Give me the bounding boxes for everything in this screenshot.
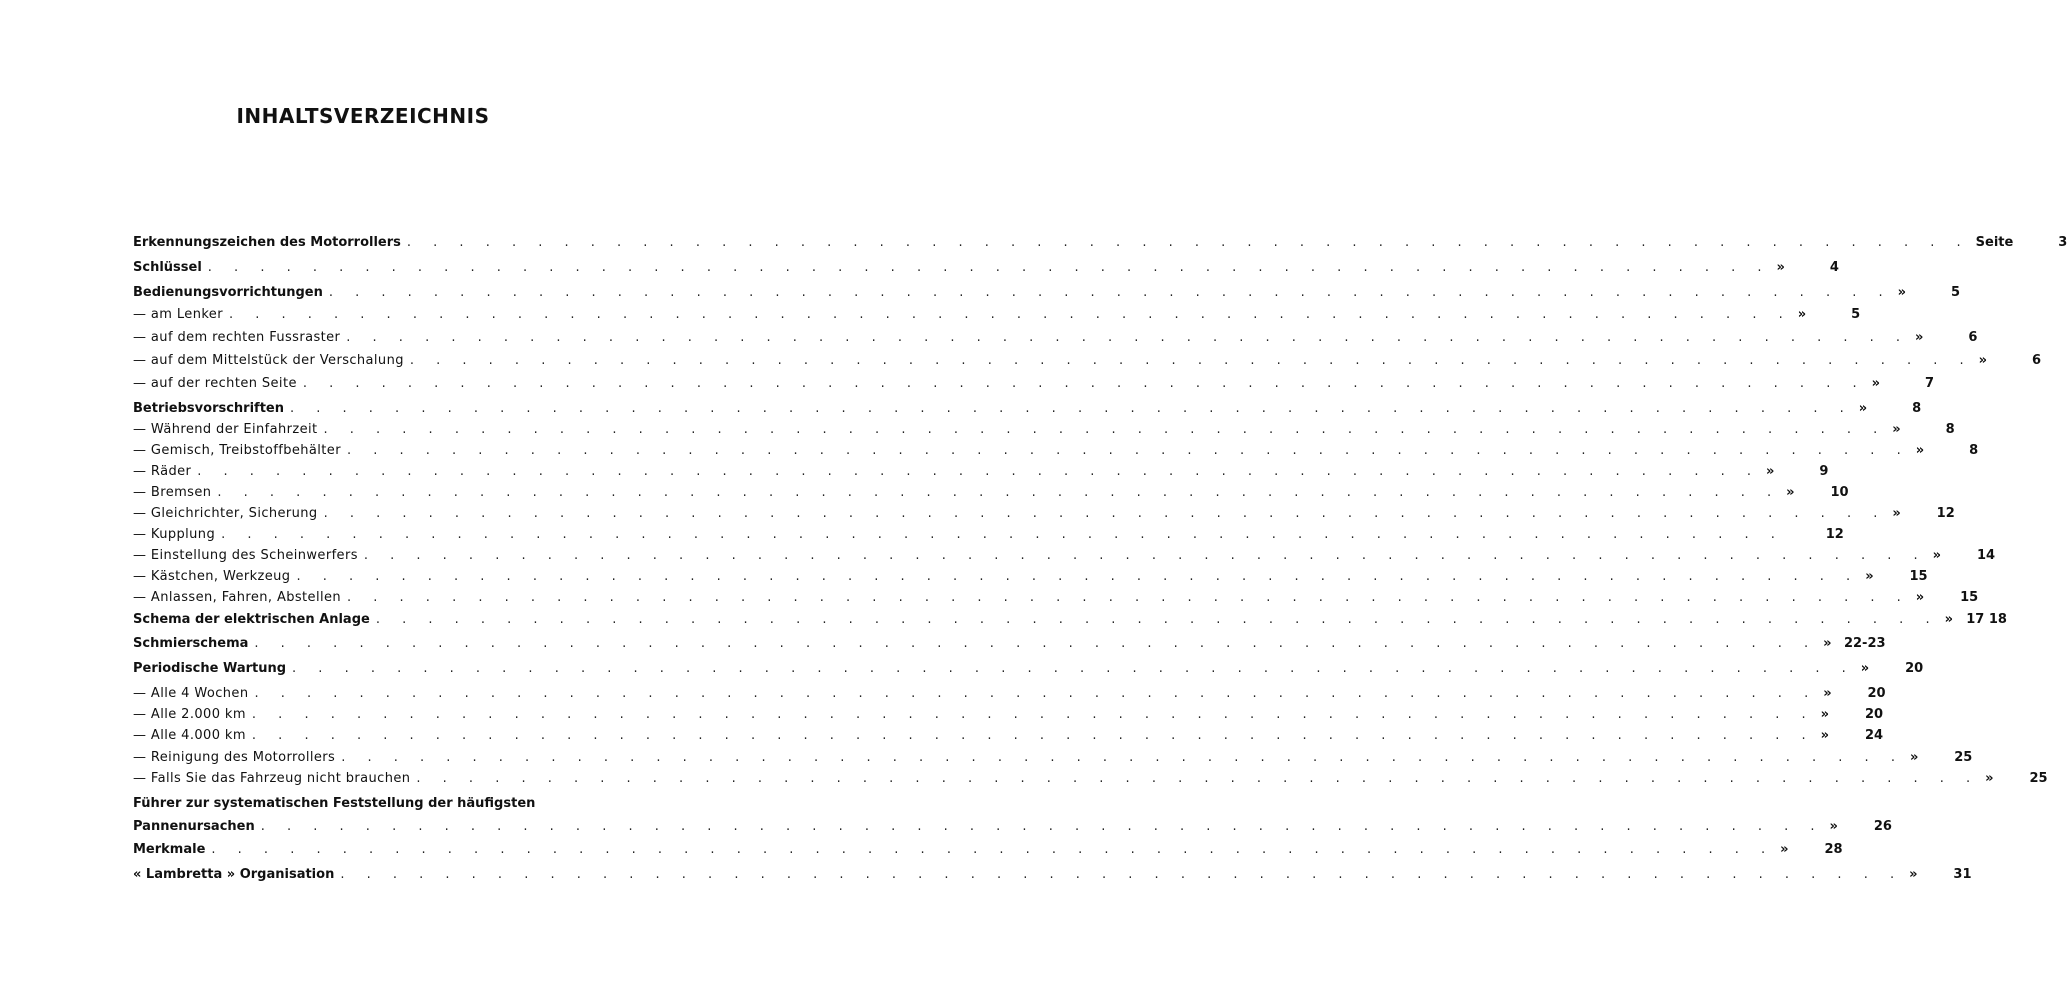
toc-entry-label: « Lambretta » Organisation xyxy=(133,867,335,882)
dot-leader: . . . . . . . . . . . . . . . . . . . . . . . . . . . . . . . . . . . . . . . . . . . . . . . . . . . . . . . . . . . . xyxy=(302,376,1866,391)
toc-entry-page: 8 xyxy=(1969,443,1979,458)
dot-leader: . . . . . . . . . . . . . . . . . . . . . . . . . . . . . . . . . . . . . . . . . . . . . . . . . . . . . . . . . . . . xyxy=(292,661,1855,676)
toc-entry-page: 20 xyxy=(1867,686,1886,701)
toc-entry xyxy=(133,351,2042,371)
toc-entry-prefix: » xyxy=(1860,661,1870,676)
dot-leader: . . . . . . . . . . . . . . . . . . . . . . . . . . . . . . . . . . . . . . . . . . . . . . . . . . . . . . . . . . . . xyxy=(207,260,1771,275)
toc-entry xyxy=(133,748,1973,768)
toc-entry-prefix: » xyxy=(1829,819,1838,834)
toc-entry-page: 24 xyxy=(1864,728,1884,743)
toc-entry-prefix: » xyxy=(1865,569,1874,584)
toc-entry xyxy=(133,420,1955,440)
toc-entry-prefix: » xyxy=(1985,771,1994,786)
toc-entry xyxy=(133,817,1892,837)
toc-entry-label: — Während der Einfahrzeit xyxy=(133,422,318,437)
toc-entry-prefix: » xyxy=(1978,353,1988,368)
dot-leader: . . . . . . . . . . . . . . . . . . . . . . . . . . . . . . . . . . . . . . . . . . . . . . . . . . . . . . . . . . . . xyxy=(211,842,1775,857)
toc-entry-label: — Gleichrichter, Sicherung xyxy=(133,506,318,521)
toc-entry xyxy=(133,588,1979,608)
dot-leader: . . . . . . . . . . . . . . . . . . . . . . . . . . . . . . . . . . . . . . . . . . . . . . . . . . . . . . . . . . . . xyxy=(290,401,1853,416)
toc-entry-label: — auf dem Mittelstück der Verschalung xyxy=(133,353,404,368)
toc-entry-label: — Anlassen, Fahren, Abstellen xyxy=(133,590,342,605)
toc-entry-label: Schlüssel xyxy=(133,260,202,275)
dot-leader: . . . . . . . . . . . . . . . . . . . . . . . . . . . . . . . . . . . . . . . . . . . . . . . . . . . . . . . . . . . . xyxy=(346,443,1910,458)
dot-leader: . . . . . . . . . . . . . . . . . . . . . . . . . . . . . . . . . . . . . . . . . . . . . . . . . . . . . . . . . . . . xyxy=(251,728,1815,743)
dot-leader: . . . . . . . . . . . . . . . . . . . . . . . . . . . . . . . . . . . . . . . . . . . . . . . . . . . . . . . . . . . . xyxy=(228,307,1792,322)
dot-leader: . . . . . . . . . . . . . . . . . . . . . . . . . . . . . . . . . . . . . . . . . . . . . . . . . . . . . . . . . . . . xyxy=(197,464,1760,479)
toc-entry-page: 5 xyxy=(1851,307,1861,322)
toc-entry-prefix: » xyxy=(1797,307,1807,322)
toc-entry-page: 20 xyxy=(1864,707,1884,722)
toc-entry-page: 15 xyxy=(1960,590,1979,605)
toc-entry-page: 26 xyxy=(1873,819,1892,834)
toc-entry-label: — Reinigung des Motorrollers xyxy=(133,750,336,765)
toc-entry-prefix: » xyxy=(1915,590,1925,605)
toc-entry-page: 10 xyxy=(1830,485,1849,500)
toc-entry-prefix: » xyxy=(1909,867,1918,882)
dot-leader: . . . . . . . . . . . . . . . . . . . . . . . . . . . . . . . . . . . . . . . . . . . . . . . . . . . . . . . . . . . . xyxy=(406,235,1970,250)
toc-entry-label: — Kästchen, Werkzeug xyxy=(133,569,291,584)
toc-entry-label: Bedienungsvorrichtungen xyxy=(133,285,323,300)
dot-leader: . . . . . . . . . . . . . . . . . . . . . . . . . . . . . . . . . . . . . . . . . . . . . . . . . . . . . . . . . . . . xyxy=(416,771,1980,786)
dot-leader: . . . . . . . . . . . . . . . . . . . . . . . . . . . . . . . . . . . . . . . . . . . . . . . . . . . . . . . . . . . . xyxy=(341,750,1904,765)
dot-leader: . . . . . . . . . . . . . . . . . . . . . . . . . . . . . . . . . . . . . . . . . . . . . . . . . . . . . . . . . . . . xyxy=(296,569,1860,584)
toc-entry-label: — Alle 4.000 km xyxy=(133,728,246,743)
toc-entry xyxy=(133,504,1955,524)
toc-entry-page: 31 xyxy=(1953,867,1972,882)
toc-entry xyxy=(133,399,1922,419)
toc-entry-page: 8 xyxy=(1912,401,1922,416)
dot-leader: . . . . . . . . . . . . . . . . . . . . . . . . . . . . . . . . . . . . . . . . . . . . . . . . . . . . . . . . . . . . xyxy=(217,485,1781,500)
toc-entry-label: Pannenursachen xyxy=(133,819,255,834)
toc-entry-page: 15 xyxy=(1909,569,1928,584)
toc-entry-page: 20 xyxy=(1905,661,1924,676)
toc-entry xyxy=(133,328,1978,348)
toc-entry-label: Schema der elektrischen Anlage xyxy=(133,612,370,627)
toc-entry-prefix: » xyxy=(1871,376,1880,391)
dot-leader: . . . . . . . . . . . . . . . . . . . . . . . . . . . . . . . . . . . . . . . . . . . . . . . . . . . . . . . . . . . . xyxy=(363,548,1927,563)
toc-entry-label: Merkmale xyxy=(133,842,206,857)
toc-entry-label: — Einstellung des Scheinwerfers xyxy=(133,548,358,563)
toc-entry xyxy=(133,840,1843,860)
toc-entry-page: 8 xyxy=(1945,422,1955,437)
toc-entry-prefix: » xyxy=(1776,260,1785,275)
toc-entry xyxy=(133,483,1849,503)
toc-entry xyxy=(133,525,1844,545)
dot-leader: . . . . . . . . . . . . . . . . . . . . . . . . . . . . . . . . . . . . . . . . . . . . . . . . . . . . . . . . . . . . xyxy=(347,590,1910,605)
toc-entry xyxy=(133,567,1928,587)
dot-leader: . . . . . . . . . . . . . . . . . . . . . . . . . . . . . . . . . . . . . . . . . . . . . . . . . . . . . . . . . . . . xyxy=(323,422,1887,437)
page-title: INHALTSVERZEICHNIS xyxy=(236,104,490,128)
toc-entry-page: 14 xyxy=(1976,548,1996,563)
toc-entry xyxy=(133,769,2048,789)
toc-entry-label: — Falls Sie das Fahrzeug nicht brauchen xyxy=(133,771,411,786)
toc-entry-page: 25 xyxy=(1954,750,1973,765)
toc-entry-prefix: » xyxy=(1820,728,1830,743)
toc-entry-page: 25 xyxy=(2029,771,2048,786)
toc-entry-page: 5 xyxy=(1950,285,1961,300)
toc-entry-page: 28 xyxy=(1824,842,1843,857)
toc-entry-prefix: » xyxy=(1892,422,1901,437)
toc-entry-page: 12 xyxy=(1825,527,1844,542)
toc-entry-prefix: » xyxy=(1915,443,1925,458)
toc-entry-prefix: » xyxy=(1786,485,1795,500)
toc-entry xyxy=(133,305,1861,325)
toc-entry xyxy=(133,258,1839,278)
toc-entry xyxy=(133,441,1979,461)
toc-entry-page: 6 xyxy=(2031,353,2042,368)
toc-entry-page: 4 xyxy=(1829,260,1839,275)
dot-leader: . . . . . . . . . . . . . . . . . . . . . . . . . . . . . . . . . . . . . . . . . . . . . . . . . . . . . . . . . . . . xyxy=(323,506,1887,521)
toc-entry xyxy=(133,233,2067,253)
dot-leader: . . . . . . . . . . . . . . . . . . . . . . . . . . . . . . . . . . . . . . . . . . . . . . . . . . . . . . . . . . . . xyxy=(346,330,1910,345)
dot-leader: . . . . . . . . . . . . . . . . . . . . . . . . . . . . . . . . . . . . . . . . . . . . . . . . . . . . . . . . . . . . xyxy=(340,867,1904,882)
toc-entry xyxy=(133,610,2007,630)
dot-leader: . . . . . . . . . . . . . . . . . . . . . . . . . . . . . . . . . . . . . . . . . . . . . . . . . . . . . . . . . . . . xyxy=(221,527,1784,542)
toc-entry-prefix: » xyxy=(1892,506,1901,521)
toc-entry xyxy=(133,794,601,814)
toc-entry-page: 12 xyxy=(1936,506,1955,521)
toc-entry-label: Periodische Wartung xyxy=(133,661,287,676)
toc-entry-label: — Gemisch, Treibstoffbehälter xyxy=(133,443,341,458)
toc-entry xyxy=(133,659,1924,679)
dot-leader: . . . . . . . . . . . . . . . . . . . . . . . . . . . . . . . . . . . . . . . . . . . . . . . . . . . . . . . . . . . . xyxy=(260,819,1824,834)
toc-entry-label: — Kupplung xyxy=(133,527,216,542)
toc-entry-page: 3 xyxy=(2058,235,2067,250)
toc-entry-prefix: » xyxy=(1780,842,1789,857)
dot-leader: . . . . . . . . . . . . . . . . . . . . . . . . . . . . . . . . . . . . . . . . . . . . . . . . . . . . . . . . . . . . xyxy=(375,612,1939,627)
toc-entry-label: Führer zur systematischen Feststellung der häufigsten xyxy=(133,796,536,811)
toc-entry xyxy=(133,462,1829,482)
toc-entry xyxy=(133,684,1886,704)
toc-entry-label: Erkennungszeichen des Motorrollers xyxy=(133,235,401,250)
toc-entry-prefix: » xyxy=(1820,707,1830,722)
dot-leader: . . . . . . . . . . . . . . . . . . . . . . . . . . . . . . . . . . . . . . . . . . . . . . . . . . . . . . . . . . . . xyxy=(409,353,1973,368)
toc-entry-prefix: » xyxy=(1858,401,1868,416)
toc-entry-label: — Bremsen xyxy=(133,485,212,500)
toc-entry-label: Betriebsvorschriften xyxy=(133,401,284,416)
toc-entry-prefix: » xyxy=(1823,636,1832,651)
toc-entry-label: — am Lenker xyxy=(133,307,223,322)
toc-entry-label: Schmierschema xyxy=(133,636,249,651)
toc-entry xyxy=(133,705,1884,725)
toc-entry xyxy=(133,283,1961,303)
toc-entry-prefix: » xyxy=(1944,612,1953,627)
toc-entry xyxy=(133,634,1886,654)
dot-leader: . . . . . . . . . . . . . . . . . . . . . . . . . . . . . . . . . . . . . . . . . . . . . . . . . . . . . . . . . . . . xyxy=(251,707,1815,722)
toc-entry-page: 17 18 xyxy=(1966,612,2007,627)
toc-entry-prefix: » xyxy=(1823,686,1832,701)
toc-entry-prefix: » xyxy=(1909,750,1919,765)
toc-entry xyxy=(133,546,1996,566)
toc-entry xyxy=(133,865,1972,885)
toc-entry-label: — Alle 4 Wochen xyxy=(133,686,249,701)
toc-entry xyxy=(133,726,1884,746)
toc-entry-label: — auf dem rechten Fussraster xyxy=(133,330,341,345)
toc-entry xyxy=(133,374,1934,394)
toc-entry-prefix: » xyxy=(1915,330,1924,345)
toc-entry-label: — Räder xyxy=(133,464,192,479)
toc-entry-page: 9 xyxy=(1819,464,1829,479)
dot-leader: . . . . . . . . . . . . . . . . . . . . . . . . . . . . . . . . . . . . . . . . . . . . . . . . . . . . . . . . . . . . xyxy=(328,285,1892,300)
dot-leader: . . . . . . . . . . . . . . . . . . . . . . . . . . . . . . . . . . . . . . . . . . . . . . . . . . . . . . . . . . . . xyxy=(254,686,1818,701)
toc-entry-prefix: Seite xyxy=(1975,235,2014,250)
dot-leader: . . . . . . . . . . . . . . . . . . . . . . . . . . . . . . . . . . . . . . . . . . . . . . . . . . . . . . . . . . . . xyxy=(254,636,1818,651)
toc-entry-page: 22-23 xyxy=(1843,636,1886,651)
toc-entry-label: — Alle 2.000 km xyxy=(133,707,246,722)
toc-entry-page: 7 xyxy=(1924,376,1934,391)
toc-entry-prefix: » xyxy=(1766,464,1775,479)
toc-entry-label: — auf der rechten Seite xyxy=(133,376,297,391)
toc-entry-prefix: » xyxy=(1897,285,1907,300)
toc-entry-page: 6 xyxy=(1968,330,1978,345)
toc-entry-prefix: » xyxy=(1932,548,1942,563)
